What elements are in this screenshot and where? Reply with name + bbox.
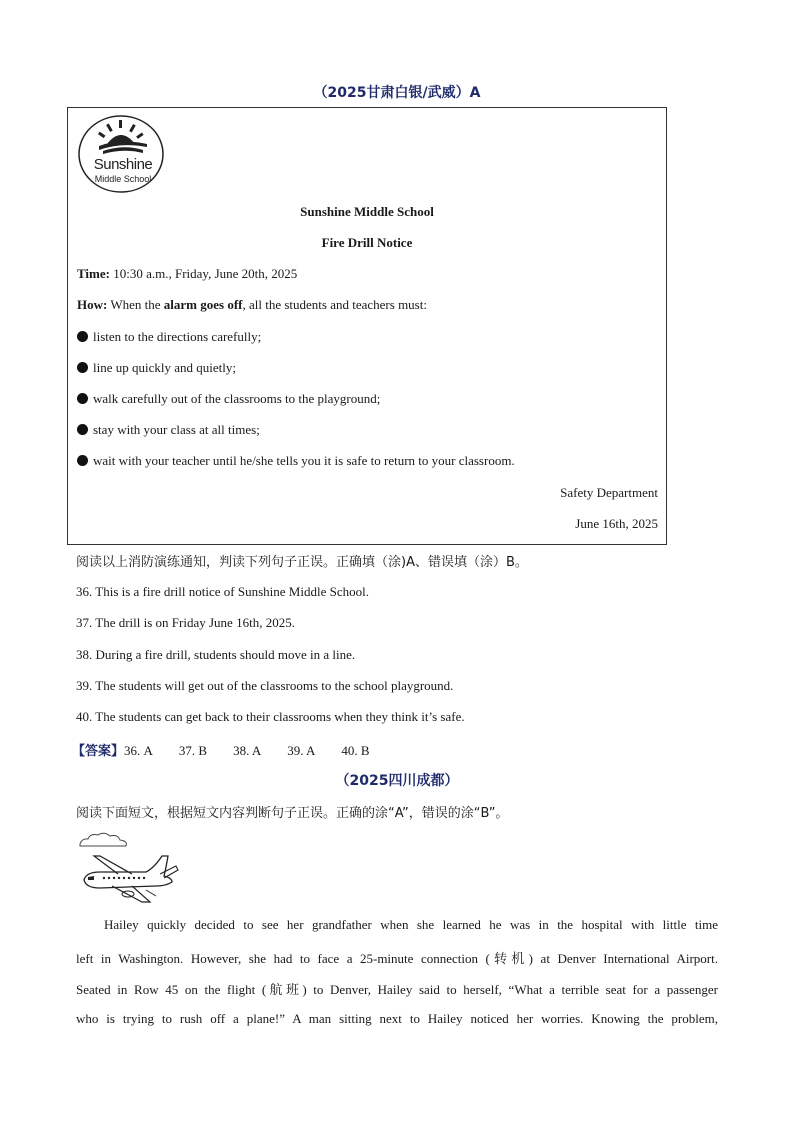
how-pre: When the [107,297,164,312]
paragraph-line: who is trying to rush off a plane!” A man sitting next to Hailey noticed her worries. Knowing the problem, [76,1011,718,1026]
time-value: 10:30 a.m., Friday, June 20th, 2025 [109,266,298,281]
paragraph-line: Seated in Row 45 on the flight (航班) to Denver, Hailey said to herself, “What a terrible seat for a passenger [76,982,718,997]
airplane-icon [76,830,182,906]
airplane-illustration [76,830,182,906]
question-item: 39. The students will get out of the classrooms to the school playground. [76,678,454,693]
answer-tag: 【答案】 [72,744,125,759]
bullet-item [77,391,380,407]
bullet-text: line up quickly and quietly; [93,360,236,375]
answer-item: 36. A [124,743,153,758]
how-bold: alarm goes off [163,297,243,312]
notice-title: Fire Drill Notice [321,235,413,250]
signature: Safety Department [560,485,658,500]
bullet-item [77,453,515,469]
instruction-text: 阅读以上消防演练通知，判读下列句子正误。正确填（涂)A、错误填（涂）B。 [76,555,528,570]
question-item: 40. The students can get back to their classrooms when they think it’s safe. [76,709,465,724]
school-name: Sunshine Middle School [300,204,434,219]
how-label: How: [77,297,108,312]
bullet-text: walk carefully out of the classrooms to the playground; [93,391,381,406]
how-post: , all the students and teachers must: [242,297,427,312]
bullet-item [77,422,260,438]
paragraph-line: left in Washington. However, she had to face a 25-minute connection (转机) at Denver International Airport. [76,951,718,966]
question-item: 37. The drill is on Friday June 16th, 2025. [76,615,295,630]
bullet-icon [77,331,88,342]
bullet-item [77,360,236,376]
answer-item: 39. A [287,743,316,758]
bullet-item [77,329,261,345]
time-line [77,266,297,282]
instruction-text-2: 阅读下面短文，根据短文内容判断句子正误。正确的涂“A”，错误的涂“B”。 [76,806,509,821]
time-label: Time: [77,266,110,281]
bullet-icon [77,393,88,404]
question-item: 36. This is a fire drill notice of Sunshine Middle School. [76,584,369,599]
section-title: （2025甘肃白银/武威）A [313,85,481,101]
answer-item: 40. B [341,743,370,758]
bullet-text: listen to the directions carefully; [93,329,262,344]
bullet-text: stay with your class at all times; [93,422,260,437]
question-item: 38. During a fire drill, students should move in a line. [76,647,356,662]
how-line [77,297,427,313]
answer-line [72,740,370,759]
section-title-2: （2025四川成都） [335,773,459,789]
bullet-icon [77,455,88,466]
answer-item: 37. B [178,743,208,758]
school-logo [77,114,169,196]
bullet-icon [77,424,88,435]
answer-item: 38. A [233,743,262,758]
logo-sub-text: Middle School [94,174,152,184]
paragraph-line: Hailey quickly decided to see her grandfather when she learned he was in the hospital with little time [104,917,718,932]
notice-date: June 16th, 2025 [575,516,658,531]
bullet-text: wait with your teacher until he/she tells you it is safe to return to your classroom. [93,453,515,468]
bullet-icon [77,362,88,373]
logo-main-text: Sunshine [93,156,153,173]
